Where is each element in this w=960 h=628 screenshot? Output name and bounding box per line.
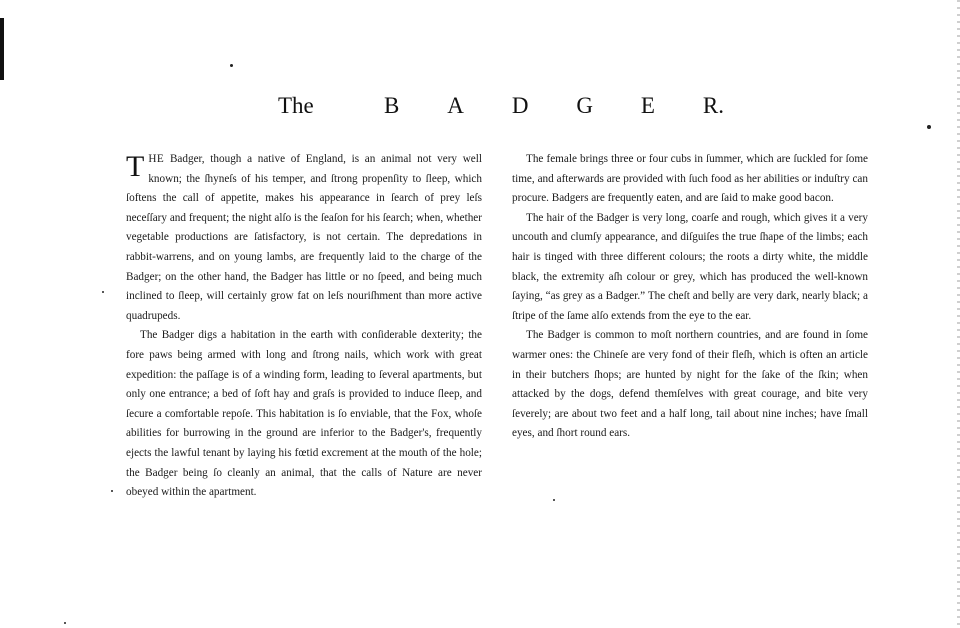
ink-speck <box>927 125 931 129</box>
paragraph: The Badger is common to moſt northern countries, and are found in ſome warmer ones: the Chineſe are very fond of their fleſh, which is often an article in their butchers ſhops; are hunted by night for the ſake of the ſkin; when attacked by the dogs, defend themſelves with great courage, and bite very ſeverely; are about two feet and a half long, tail about nine inches; have ſmall eyes, and ſhort round ears. <box>512 329 868 440</box>
title-letter: E <box>640 93 655 118</box>
paragraph: The Badger digs a habitation in the earth with conſiderable dexterity; the fore paws being armed with long and ſtrong nails, which work with great expedition: the paſſage is of a winding form, leading to ſeveral apartments, but only one entrance; a bed of ſoft hay and graſs is provided to induce ſleep, and ſecure a comfortable repoſe. This habitation is ſo enviable, that the Fox, whoſe abilities for burrowing in the ground are inferior to the Badger's, frequently ejects the lawful tenant by laying his fœtid excrement at the mouth of the hole; the Badger being ſo cleanly an animal, that the calls of Nature are never obeyed within the apartment. <box>126 329 482 499</box>
ink-speck <box>553 499 555 501</box>
paragraph: The hair of the Badger is very long, coarſe and rough, which gives it a very uncouth and clumſy appearance, and diſguiſes the true ſhape of the limbs; each hair is tinged with three different colours; the roots a dirty white, the middle black, the extremity aſh colour or grey, which has produced the well-known ſaying, “as grey as a Badger.” The cheſt and belly are very dark, nearly black; a ſtripe of the ſame alſo extends from the eye to the ear. <box>512 211 868 322</box>
title-word: The <box>278 93 314 118</box>
title-spaced-letters <box>384 93 724 119</box>
title-letter: A <box>447 93 464 118</box>
right-column <box>512 150 868 444</box>
scan-edge-mark <box>0 18 4 80</box>
title-letter: R. <box>702 93 724 118</box>
drop-cap: T <box>126 150 145 183</box>
opening-word: HE <box>148 153 165 165</box>
paragraph: The female brings three or four cubs in ſummer, which are ſuckled for ſome time, and afterwards are provided with ſuch food as her abilities or induſtry can procure. Badgers are frequently eaten, and are ſaid to make good bacon. <box>512 153 868 205</box>
ink-speck <box>64 622 66 624</box>
paragraph <box>126 150 482 326</box>
ink-speck <box>102 291 104 293</box>
title-letter: B <box>384 93 400 118</box>
paragraph-text: Badger, though a native of England, is an animal not very well known; the ſhyneſs of his temper, and ſtrong propenſity to ſleep, which ſoftens the call of appetite, makes his appearance in ſearch of prey leſs neceſſary and frequent; the night alſo is the ſeaſon for his ſearch; when, whether vegetable productions are ſatisfactory, is not certain. The depredations in rabbit-warrens, and on young lambs, are frequently laid to the charge of the Badger; on the other hand, the Badger has little or no ſpeed, and being much inclined to ſleep, will certainly grow fat on leſs nouriſhment than more active quadrupeds. <box>126 153 482 322</box>
title-letter: D <box>511 93 529 118</box>
ink-speck <box>230 64 233 67</box>
ink-speck <box>111 490 113 492</box>
title-letter: G <box>576 93 593 118</box>
left-column <box>126 150 482 503</box>
page-title <box>278 93 738 123</box>
